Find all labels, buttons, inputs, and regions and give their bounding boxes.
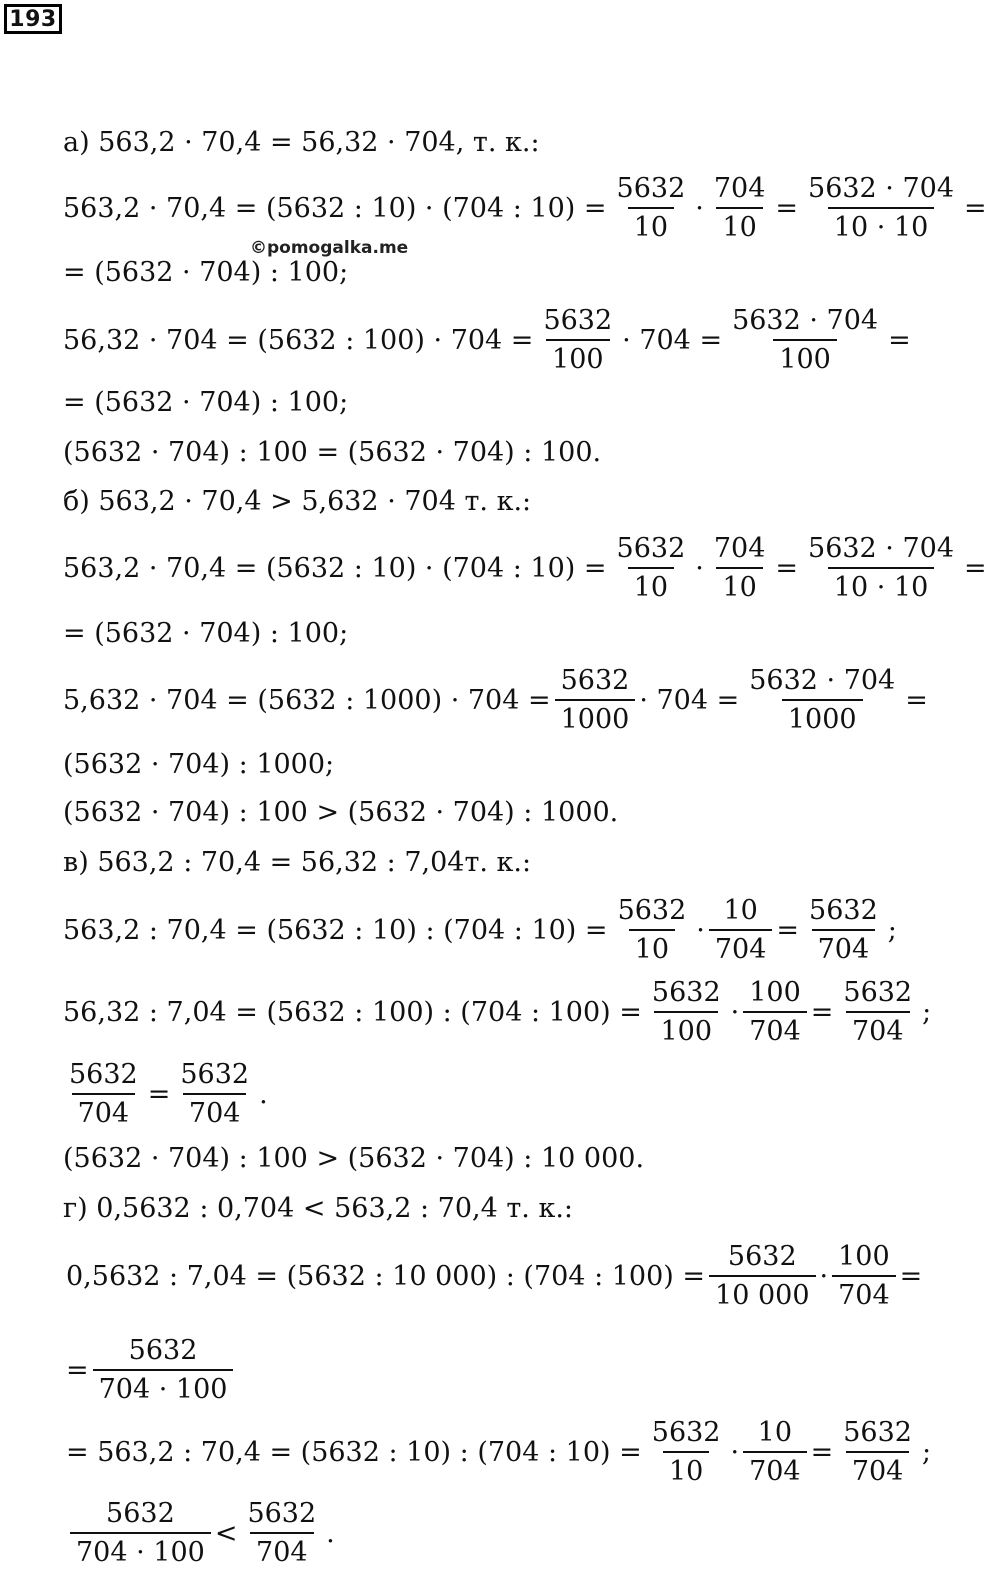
math-text: 56,32 : 7,04 = (5632 : 100) : (704 : 100) = — [63, 996, 642, 1028]
fraction-denominator: 100 — [654, 1011, 718, 1047]
fraction — [708, 533, 772, 602]
fraction — [743, 977, 807, 1046]
fraction-denominator: 10 — [628, 207, 674, 243]
fraction-denominator: 704 — [183, 1093, 247, 1129]
fraction-numerator: 5632 — [543, 305, 613, 337]
fraction-denominator: 1000 — [782, 699, 863, 735]
math-text: = — [775, 552, 799, 584]
fraction-numerator: 5632 — [106, 1498, 175, 1530]
fraction-numerator: 5632 — [128, 1335, 198, 1367]
math-text: (5632 · 704) : 100 > (5632 · 704) : 10 000. — [63, 1142, 645, 1174]
fraction — [612, 895, 693, 964]
fraction — [646, 1417, 727, 1486]
fraction-numerator: 5632 — [616, 533, 686, 565]
fraction — [63, 1059, 144, 1128]
math-text: · 704 = — [622, 324, 723, 356]
math-text: = (5632 · 704) : 100; — [63, 617, 349, 649]
fraction-denominator: 10 — [629, 929, 675, 965]
math-text: = — [810, 1436, 834, 1468]
math-text: в) 563,2 : 70,4 = 56,32 : 7,04т. к.: — [63, 846, 532, 878]
fraction-numerator: 5632 — [843, 1417, 912, 1449]
math-text: = 563,2 : 70,4 = (5632 : 10) : (704 : 10) = — [66, 1436, 642, 1468]
fraction-numerator: 5632 — [560, 665, 630, 697]
math-text: = — [775, 192, 799, 224]
fraction-denominator: 10 · 10 — [828, 567, 934, 603]
fraction — [174, 1059, 255, 1128]
fraction-numerator: 100 — [749, 977, 801, 1009]
fraction-denominator: 704 — [743, 1451, 807, 1487]
math-text: = — [964, 192, 987, 224]
fraction — [241, 1498, 322, 1567]
fraction — [743, 1417, 807, 1486]
fraction-numerator: 5632 · 704 — [749, 665, 896, 697]
fraction-numerator: 704 — [713, 533, 766, 565]
fraction-denominator: 10 — [628, 567, 674, 603]
math-text: 5,632 · 704 = (5632 : 1000) · 704 = — [63, 684, 551, 716]
fraction — [709, 895, 773, 964]
fraction-denominator: 10 — [716, 207, 762, 243]
fraction — [93, 1335, 234, 1404]
math-text: = — [905, 684, 928, 716]
math-text: = (5632 · 704) : 100; — [63, 256, 349, 288]
fraction-numerator: 5632 · 704 — [808, 173, 955, 205]
math-text: 56,32 · 704 = (5632 : 100) · 704 = — [63, 324, 534, 356]
fraction-numerator: 5632 — [247, 1498, 317, 1530]
fraction-numerator: 5632 — [727, 1241, 797, 1273]
math-text: = — [810, 996, 834, 1028]
fraction-numerator: 10 — [723, 895, 758, 927]
fraction — [837, 977, 918, 1046]
fraction-denominator: 704 — [72, 1093, 136, 1129]
math-text: 563,2 : 70,4 = (5632 : 10) : (704 : 10) = — [63, 914, 608, 946]
fraction — [537, 305, 618, 374]
math-text: = — [147, 1078, 171, 1110]
math-text: = — [66, 1354, 89, 1386]
math-text: (5632 · 704) : 100 > (5632 · 704) : 1000. — [63, 796, 619, 828]
fraction-denominator: 704 — [250, 1532, 314, 1568]
math-text: 0,5632 : 7,04 = (5632 : 10 000) : (704 : 100) = — [66, 1260, 706, 1292]
math-text: = — [888, 324, 911, 356]
math-text: г) 0,5632 : 0,704 < 563,2 : 70,4 т. к.: — [63, 1192, 573, 1224]
math-text: а) 563,2 · 70,4 = 56,32 · 704, т. к.: — [63, 126, 540, 158]
fraction — [802, 533, 960, 602]
fraction-denominator: 10 — [663, 1451, 709, 1487]
fraction — [802, 173, 960, 242]
fraction-numerator: 5632 — [180, 1059, 250, 1091]
math-text: · — [696, 914, 705, 946]
math-text: < — [214, 1517, 238, 1549]
fraction-numerator: 10 — [757, 1417, 793, 1449]
fraction — [611, 173, 692, 242]
fraction — [555, 665, 636, 734]
fraction-numerator: 5632 — [69, 1059, 138, 1091]
fraction — [832, 1241, 896, 1310]
watermark: ©pomogalka.me — [250, 238, 409, 258]
math-text: ; — [922, 996, 932, 1028]
math-text: · — [695, 552, 704, 584]
fraction-denominator: 10 000 — [709, 1275, 815, 1311]
fraction — [70, 1498, 211, 1567]
fraction-numerator: 5632 — [616, 173, 686, 205]
math-text: · — [819, 1260, 829, 1292]
fraction-denominator: 704 — [812, 929, 876, 965]
fraction-numerator: 5632 · 704 — [808, 533, 955, 565]
fraction-denominator: 704 · 100 — [70, 1532, 211, 1568]
math-text: ; — [921, 1436, 932, 1468]
fraction-numerator: 5632 · 704 — [732, 305, 879, 337]
math-text: 563,2 · 70,4 = (5632 : 10) · (704 : 10) = — [63, 552, 607, 584]
math-text: б) 563,2 · 70,4 > 5,632 · 704 т. к.: — [63, 485, 532, 517]
math-text: · 704 = — [639, 684, 740, 716]
math-text: = — [964, 552, 987, 584]
fraction — [708, 173, 772, 242]
fraction — [611, 533, 692, 602]
math-text: = — [776, 914, 800, 946]
fraction-numerator: 704 — [713, 173, 766, 205]
math-text: · — [730, 1436, 740, 1468]
fraction-denominator: 100 — [546, 339, 610, 375]
fraction-numerator: 5632 — [651, 977, 721, 1009]
problem-number-badge: 193 — [4, 4, 62, 34]
fraction-numerator: 100 — [838, 1241, 890, 1273]
math-text: (5632 · 704) : 1000; — [63, 748, 335, 780]
math-text: (5632 · 704) : 100 = (5632 · 704) : 100. — [63, 436, 602, 468]
fraction-denominator: 704 — [832, 1275, 896, 1311]
fraction-numerator: 5632 — [617, 895, 687, 927]
fraction-denominator: 704 — [846, 1011, 910, 1047]
fraction — [837, 1417, 918, 1486]
fraction-numerator: 5632 — [843, 977, 913, 1009]
math-text: 563,2 · 70,4 = (5632 : 10) · (704 : 10) = — [63, 192, 607, 224]
fraction-numerator: 5632 — [809, 895, 878, 927]
fraction — [743, 665, 901, 734]
fraction-denominator: 704 — [846, 1451, 910, 1487]
fraction — [709, 1241, 815, 1310]
fraction-denominator: 1000 — [555, 699, 636, 735]
math-text: ; — [887, 914, 897, 946]
fraction-denominator: 100 — [773, 339, 837, 375]
fraction-denominator: 10 — [716, 567, 762, 603]
math-text: . — [259, 1078, 268, 1110]
math-text: . — [326, 1517, 335, 1549]
math-text: = — [899, 1260, 923, 1292]
math-text: = (5632 · 704) : 100; — [63, 386, 349, 418]
fraction-denominator: 704 — [709, 929, 773, 965]
math-text: · — [695, 192, 704, 224]
fraction-denominator: 704 · 100 — [93, 1369, 234, 1405]
fraction-denominator: 704 — [743, 1011, 807, 1047]
fraction-denominator: 10 · 10 — [828, 207, 934, 243]
fraction-numerator: 5632 — [651, 1417, 721, 1449]
fraction — [803, 895, 884, 964]
math-text: · — [730, 996, 740, 1028]
fraction — [646, 977, 727, 1046]
fraction — [726, 305, 884, 374]
